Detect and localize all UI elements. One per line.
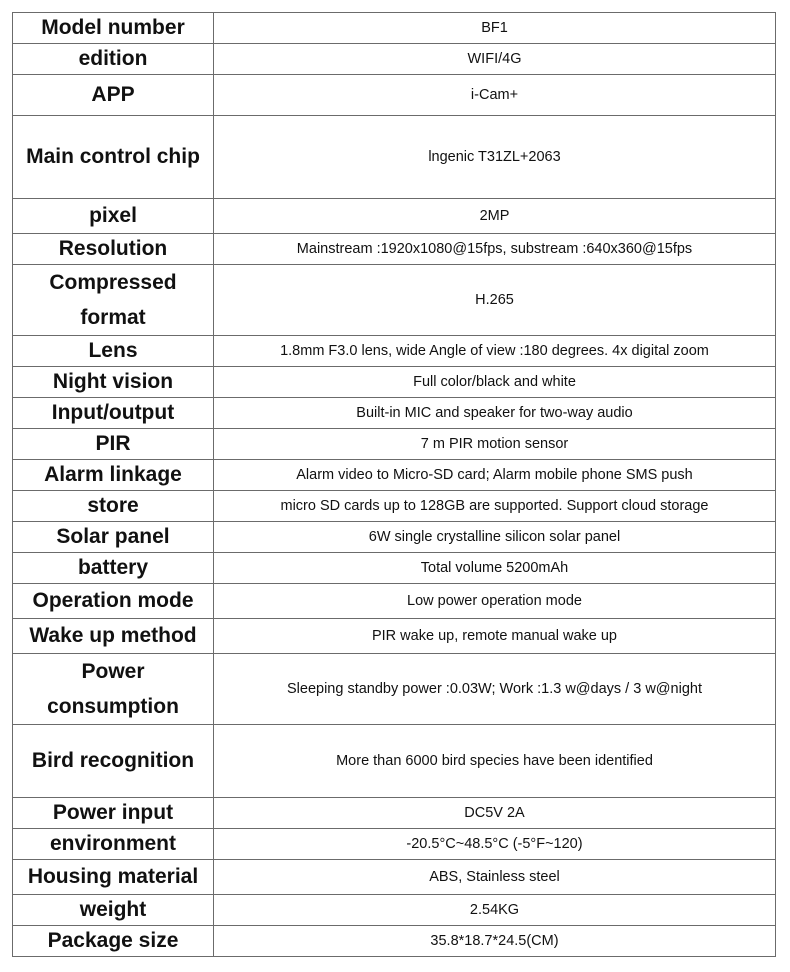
spec-value-wake-up-method: PIR wake up, remote manual wake up: [214, 619, 776, 654]
spec-value-solar-panel: 6W single crystalline silicon solar panel: [214, 522, 776, 553]
spec-value-model-number: BF1: [214, 13, 776, 44]
spec-label-power-input: Power input: [13, 798, 214, 829]
spec-value-app: i-Cam+: [214, 75, 776, 116]
table-row: [13, 725, 776, 798]
table-row: [13, 619, 776, 654]
table-row: [13, 553, 776, 584]
spec-label-app: APP: [13, 75, 214, 116]
spec-value-resolution: Mainstream :1920x1080@15fps, substream :640x360@15fps: [214, 234, 776, 265]
table-row: [13, 429, 776, 460]
spec-value-lens: 1.8mm F3.0 lens, wide Angle of view :180 degrees. 4x digital zoom: [214, 336, 776, 367]
spec-label-night-vision: Night vision: [13, 367, 214, 398]
spec-label-model-number: Model number: [13, 13, 214, 44]
spec-value-night-vision: Full color/black and white: [214, 367, 776, 398]
table-row: [13, 398, 776, 429]
spec-label-wake-up-method: Wake up method: [13, 619, 214, 654]
table-row: [13, 522, 776, 553]
spec-value-battery: Total volume 5200mAh: [214, 553, 776, 584]
spec-label-edition: edition: [13, 44, 214, 75]
spec-value-power-input: DC5V 2A: [214, 798, 776, 829]
table-row: [13, 44, 776, 75]
spec-label-lens: Lens: [13, 336, 214, 367]
spec-label-alarm-linkage: Alarm linkage: [13, 460, 214, 491]
table-row: [13, 367, 776, 398]
spec-label-store: store: [13, 491, 214, 522]
table-row: [13, 116, 776, 199]
spec-label-operation-mode: Operation mode: [13, 584, 214, 619]
spec-value-package-size: 35.8*18.7*24.5(CM): [214, 926, 776, 957]
table-row: [13, 460, 776, 491]
spec-label-power-consumption: Power consumption: [13, 654, 214, 725]
spec-label-input-output: Input/output: [13, 398, 214, 429]
spec-value-input-output: Built-in MIC and speaker for two-way audio: [214, 398, 776, 429]
spec-label-solar-panel: Solar panel: [13, 522, 214, 553]
table-row: [13, 860, 776, 895]
table-row: [13, 491, 776, 522]
spec-value-operation-mode: Low power operation mode: [214, 584, 776, 619]
spec-label-battery: battery: [13, 553, 214, 584]
spec-value-alarm-linkage: Alarm video to Micro-SD card; Alarm mobile phone SMS push: [214, 460, 776, 491]
spec-value-environment: -20.5°C~48.5°C (-5°F~120): [214, 829, 776, 860]
spec-label-pixel: pixel: [13, 199, 214, 234]
spec-label-environment: environment: [13, 829, 214, 860]
table-row: [13, 926, 776, 957]
spec-value-pixel: 2MP: [214, 199, 776, 234]
table-row: [13, 13, 776, 44]
spec-label-weight: weight: [13, 895, 214, 926]
spec-value-bird-recognition: More than 6000 bird species have been identified: [214, 725, 776, 798]
spec-value-pir: 7 m PIR motion sensor: [214, 429, 776, 460]
spec-label-housing-material: Housing material: [13, 860, 214, 895]
table-row: [13, 895, 776, 926]
table-row: [13, 798, 776, 829]
spec-value-housing-material: ABS, Stainless steel: [214, 860, 776, 895]
table-row: [13, 654, 776, 725]
spec-value-compressed-format: H.265: [214, 265, 776, 336]
spec-value-power-consumption: Sleeping standby power :0.03W; Work :1.3 w@days / 3 w@night: [214, 654, 776, 725]
spec-value-store: micro SD cards up to 128GB are supported. Support cloud storage: [214, 491, 776, 522]
spec-label-resolution: Resolution: [13, 234, 214, 265]
spec-table: [12, 12, 776, 957]
spec-label-main-control-chip: Main control chip: [13, 116, 214, 199]
spec-label-package-size: Package size: [13, 926, 214, 957]
table-row: [13, 265, 776, 336]
spec-value-weight: 2.54KG: [214, 895, 776, 926]
table-row: [13, 234, 776, 265]
table-row: [13, 75, 776, 116]
spec-label-compressed-format: Compressed format: [13, 265, 214, 336]
spec-label-bird-recognition: Bird recognition: [13, 725, 214, 798]
table-row: [13, 199, 776, 234]
table-row: [13, 829, 776, 860]
table-row: [13, 584, 776, 619]
spec-value-edition: WIFI/4G: [214, 44, 776, 75]
table-row: [13, 336, 776, 367]
spec-label-pir: PIR: [13, 429, 214, 460]
spec-value-main-control-chip: lngenic T31ZL+2063: [214, 116, 776, 199]
